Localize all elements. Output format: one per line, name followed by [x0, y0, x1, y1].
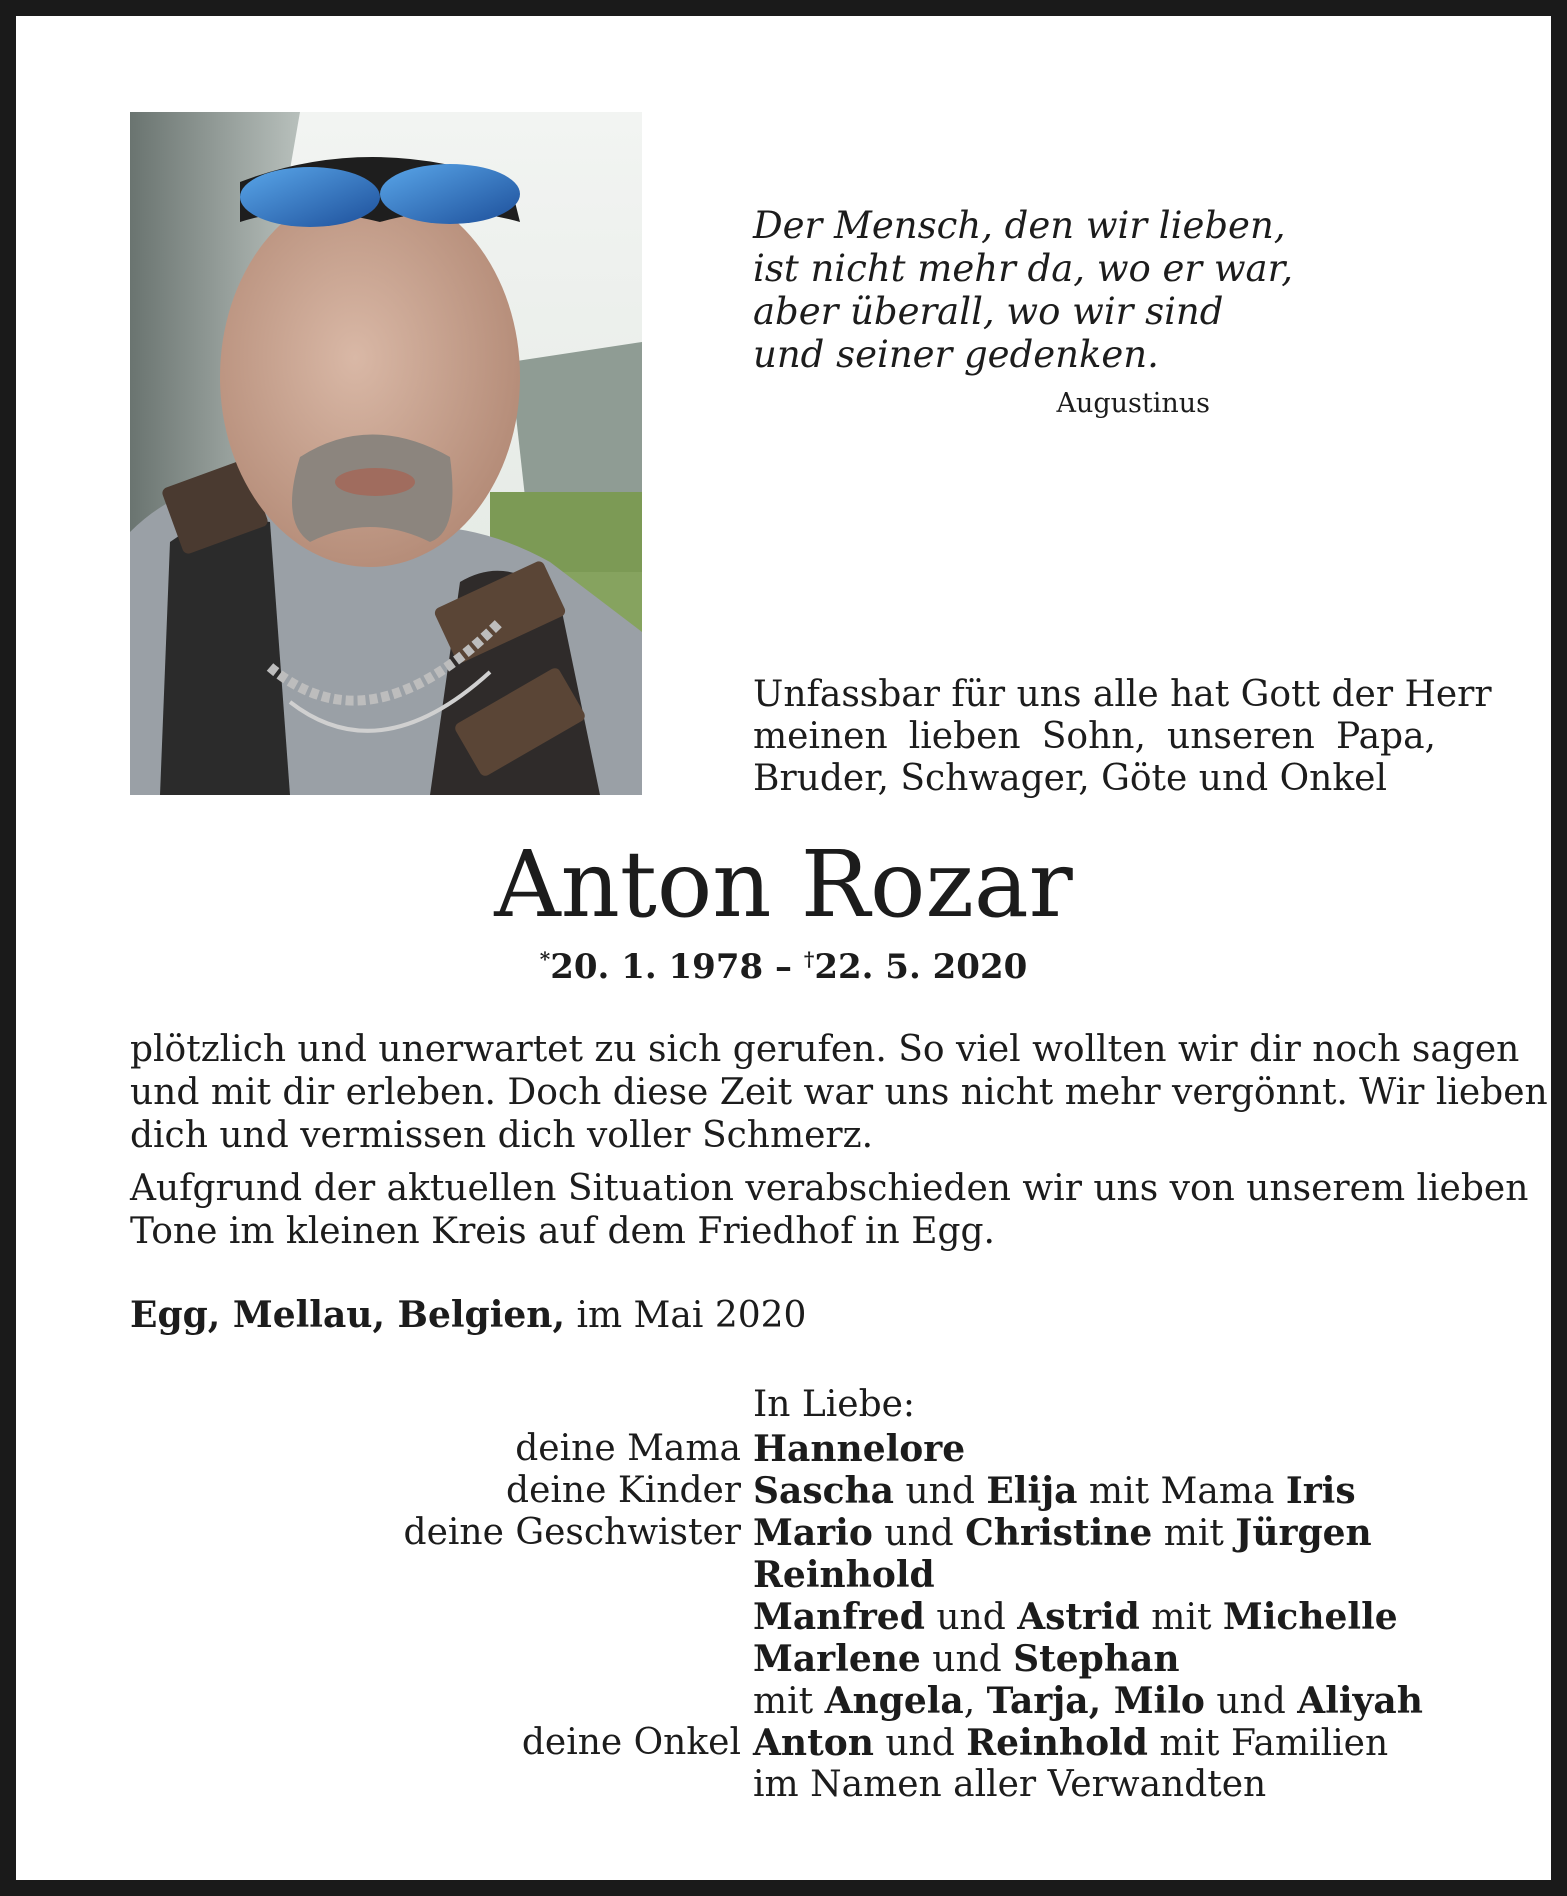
intro-text: [753, 674, 1492, 800]
family-member-name: Christine: [965, 1512, 1153, 1554]
death-symbol: †: [803, 947, 815, 971]
family-member-name: Aliyah: [1297, 1680, 1423, 1722]
family-row: [0, 1596, 1567, 1638]
life-dates: [0, 947, 1567, 987]
place-date: [130, 1294, 806, 1336]
family-member-name: Marlene: [753, 1638, 921, 1680]
paragraph: [130, 1028, 1548, 1157]
family-connector: mit: [1152, 1513, 1236, 1554]
place-date-text: im Mai 2020: [565, 1295, 807, 1336]
family-member-name: Reinhold: [753, 1554, 935, 1596]
family-row: [0, 1554, 1567, 1596]
family-row: [0, 1680, 1567, 1722]
family-names: [753, 1638, 1180, 1681]
family-relation: deine Onkel: [521, 1722, 741, 1763]
family-member-name: Astrid: [1017, 1596, 1140, 1638]
family-connector: im Namen aller Verwandten: [753, 1764, 1267, 1805]
paragraph-line: Tone im kleinen Kreis auf dem Friedhof in Egg.: [130, 1211, 996, 1252]
family-connector: und: [872, 1513, 966, 1554]
family-member-name: Tarja, Milo: [986, 1680, 1205, 1722]
family-member-name: Sascha: [753, 1470, 895, 1512]
family-row: [0, 1470, 1567, 1512]
family-member-name: Manfred: [753, 1596, 925, 1638]
family-names: [753, 1428, 965, 1471]
family-member-name: Iris: [1285, 1470, 1356, 1512]
family-connector: und: [1204, 1681, 1298, 1722]
paragraph-line: und mit dir erleben. Doch diese Zeit war uns nicht mehr vergönnt. Wir lieben: [130, 1072, 1548, 1113]
family-row: [0, 1638, 1567, 1680]
family-names: [753, 1470, 1356, 1513]
deceased-name: Anton Rozar: [494, 831, 1073, 938]
family-member-name: Michelle: [1222, 1596, 1398, 1638]
family-relation: deine Geschwister: [403, 1512, 741, 1553]
birth-symbol: *: [539, 947, 551, 971]
family-connector: und: [873, 1723, 967, 1764]
family-names: [753, 1722, 1388, 1765]
family-row: [0, 1512, 1567, 1554]
birth-date: 20. 1. 1978: [550, 947, 764, 987]
family-connector: mit: [753, 1681, 825, 1722]
paragraph-line: dich und vermissen dich voller Schmerz.: [130, 1115, 874, 1156]
quote-line: Der Mensch, den wir lieben,: [753, 204, 1286, 247]
family-member-name: Hannelore: [753, 1428, 966, 1470]
family-connector: ,: [963, 1681, 987, 1722]
family-names: [753, 1554, 935, 1597]
quote-line: ist nicht mehr da, wo er war,: [753, 247, 1293, 290]
family-member-name: Elija: [986, 1470, 1078, 1512]
paragraph: [130, 1167, 1529, 1253]
family-row: [0, 1764, 1567, 1806]
quote-author: Augustinus: [1056, 388, 1210, 419]
family-connector: und: [920, 1639, 1014, 1680]
family-member-name: Jürgen: [1235, 1512, 1372, 1554]
family-connector: und: [924, 1597, 1018, 1638]
family-relation: deine Kinder: [506, 1470, 741, 1511]
quote-line: und seiner gedenken.: [753, 333, 1159, 376]
family-connector: mit Familien: [1147, 1723, 1389, 1764]
portrait-photo: [130, 112, 642, 795]
paragraph-line: plötzlich und unerwartet zu sich gerufen. So viel wollten wir dir noch sagen: [130, 1029, 1520, 1070]
intro-line: meinen lieben Sohn, unseren Papa,: [753, 716, 1436, 757]
place-names: Egg, Mellau, Belgien,: [130, 1294, 565, 1336]
family-names: [753, 1596, 1398, 1639]
quote-line: aber überall, wo wir sind: [753, 290, 1224, 333]
family-member-name: Stephan: [1013, 1638, 1180, 1680]
family-row: [0, 1722, 1567, 1764]
family-names: [753, 1680, 1423, 1723]
family-member-name: Reinhold: [966, 1722, 1148, 1764]
family-names: [753, 1764, 1266, 1806]
paragraph-line: Aufgrund der aktuellen Situation verabschieden wir uns von unserem lieben: [130, 1168, 1529, 1209]
family-row: [0, 1428, 1567, 1470]
family-member-name: Mario: [753, 1512, 873, 1554]
intro-line: Unfassbar für uns alle hat Gott der Herr: [753, 674, 1492, 715]
family-relation: deine Mama: [515, 1428, 741, 1469]
closing-label: In Liebe:: [753, 1384, 916, 1425]
date-separator: –: [763, 947, 804, 987]
family-connector: und: [894, 1471, 987, 1512]
intro-line: Bruder, Schwager, Göte und Onkel: [753, 758, 1387, 799]
family-names: [753, 1512, 1372, 1555]
family-connector: mit: [1139, 1597, 1223, 1638]
family-connector: mit Mama: [1077, 1471, 1286, 1512]
family-member-name: Angela: [824, 1680, 964, 1722]
death-date: 22. 5. 2020: [814, 947, 1028, 987]
body-text: [130, 1028, 1548, 1263]
quote-block: [753, 204, 1293, 376]
family-list: [0, 1428, 1567, 1806]
family-member-name: Anton: [753, 1722, 874, 1764]
